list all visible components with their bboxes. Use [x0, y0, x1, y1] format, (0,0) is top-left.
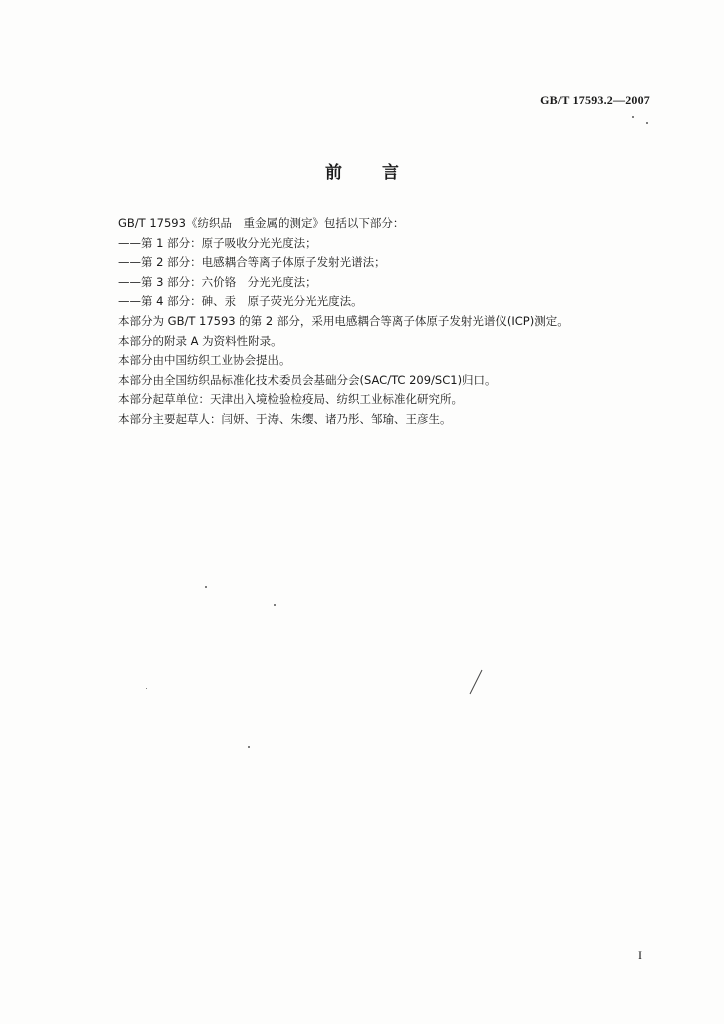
scan-speck	[205, 586, 207, 588]
scan-speck	[248, 746, 250, 748]
paragraph-line: 本部分由中国纺织工业协会提出。	[118, 353, 291, 368]
page-title: 前言	[325, 163, 439, 183]
document-body	[118, 214, 638, 430]
scan-speck	[632, 116, 634, 118]
scan-speck	[274, 604, 276, 606]
paragraph-line: GB/T 17593《纺织品 重金属的测定》包括以下部分：	[118, 216, 405, 230]
scan-mark	[466, 668, 486, 698]
scan-speck	[146, 688, 147, 689]
paragraph-line: 本部分由全国纺织品标准化技术委员会基础分会(SAC/TC 209/SC1)归口。	[118, 372, 497, 387]
paragraph-line: 本部分的附录 A 为资料性附录。	[118, 333, 283, 348]
standard-number: GB/T 17593.2—2007	[540, 93, 650, 107]
list-item-part-3: ——第 3 部分：六价铬 分光光度法；	[118, 274, 317, 289]
page-number: I	[638, 948, 642, 962]
list-item-part-1: ——第 1 部分：原子吸收分光光度法；	[118, 235, 317, 250]
scan-speck	[646, 122, 648, 124]
paragraph-line: 本部分为 GB/T 17593 的第 2 部分，采用电感耦合等离子体原子发射光谱仪(ICP)测定。	[118, 313, 569, 328]
list-item-part-4: ——第 4 部分：砷、汞 原子荧光分光光度法。	[118, 294, 363, 309]
paragraph-line: 本部分主要起草人：闫妍、于涛、朱缨、诸乃彤、邹瑜、王彦生。	[118, 411, 452, 426]
list-item-part-2: ——第 2 部分：电感耦合等离子体原子发射光谱法；	[118, 255, 386, 270]
paragraph-line: 本部分起草单位：天津出入境检验检疫局、纺织工业标准化研究所。	[118, 392, 463, 407]
